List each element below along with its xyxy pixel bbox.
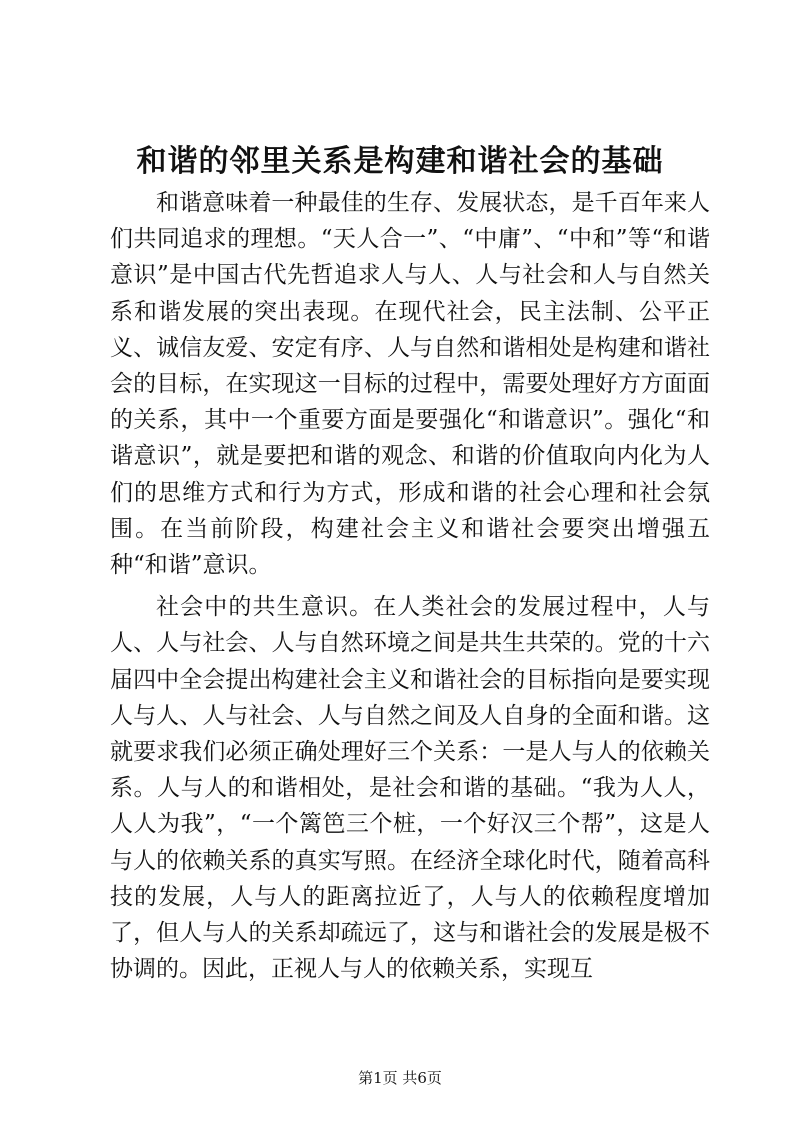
paragraph-intro: 和谐意味着一种最佳的生存、发展状态，是千百年来人们共同追求的理想。“天人合一”、“中庸”、“中和”等“和谐意识”是中国古代先哲追求人与人、人与社会和人与自然关系和谐发展的突出表现。在现代社会，民主法制、公平正义、诚信友爱、安定有序、人与自然和谐相处是构建和谐社会的目标，在实现这一目标的过程中，需要处理好方方面面的关系，其中一个重要方面是要强化“和谐意识”。强化“和谐意识”，就是要把和谐的观念、和谐的价值取向内化为人们的思维方式和行为方式，形成和谐的社会心理和社会氛围。在当前阶段，构建社会主义和谐社会要突出增强五种“和谐”意识。 [110,190,710,579]
paragraph-coexistence: 社会中的共生意识。在人类社会的发展过程中，人与人、人与社会、人与自然环境之间是共生共荣的。党的十六届四中全会提出构建社会主义和谐社会的目标指向是要实现人与人、人与社会、人与自然之间及人自身的全面和谐。这就要求我们必须正确处理好三个关系：一是人与人的依赖关系。人与人的和谐相处，是社会和谐的基础。“我为人人，人人为我”，“一个篱笆三个桩，一个好汉三个帮”，这是人与人的依赖关系的真实写照。在经济全球化时代，随着高科技的发展，人与人的距离拉近了，人与人的依赖程度增加了，但人与人的关系却疏远了，这与和谐社会的发展是极不协调的。因此，正视人与人的依赖关系，实现互 [110,594,710,983]
document-body [110,185,710,987]
document-title: 和谐的邻里关系是构建和谐社会的基础 [136,144,664,179]
page-number-footer: 第1页 共6页 [358,1069,442,1087]
